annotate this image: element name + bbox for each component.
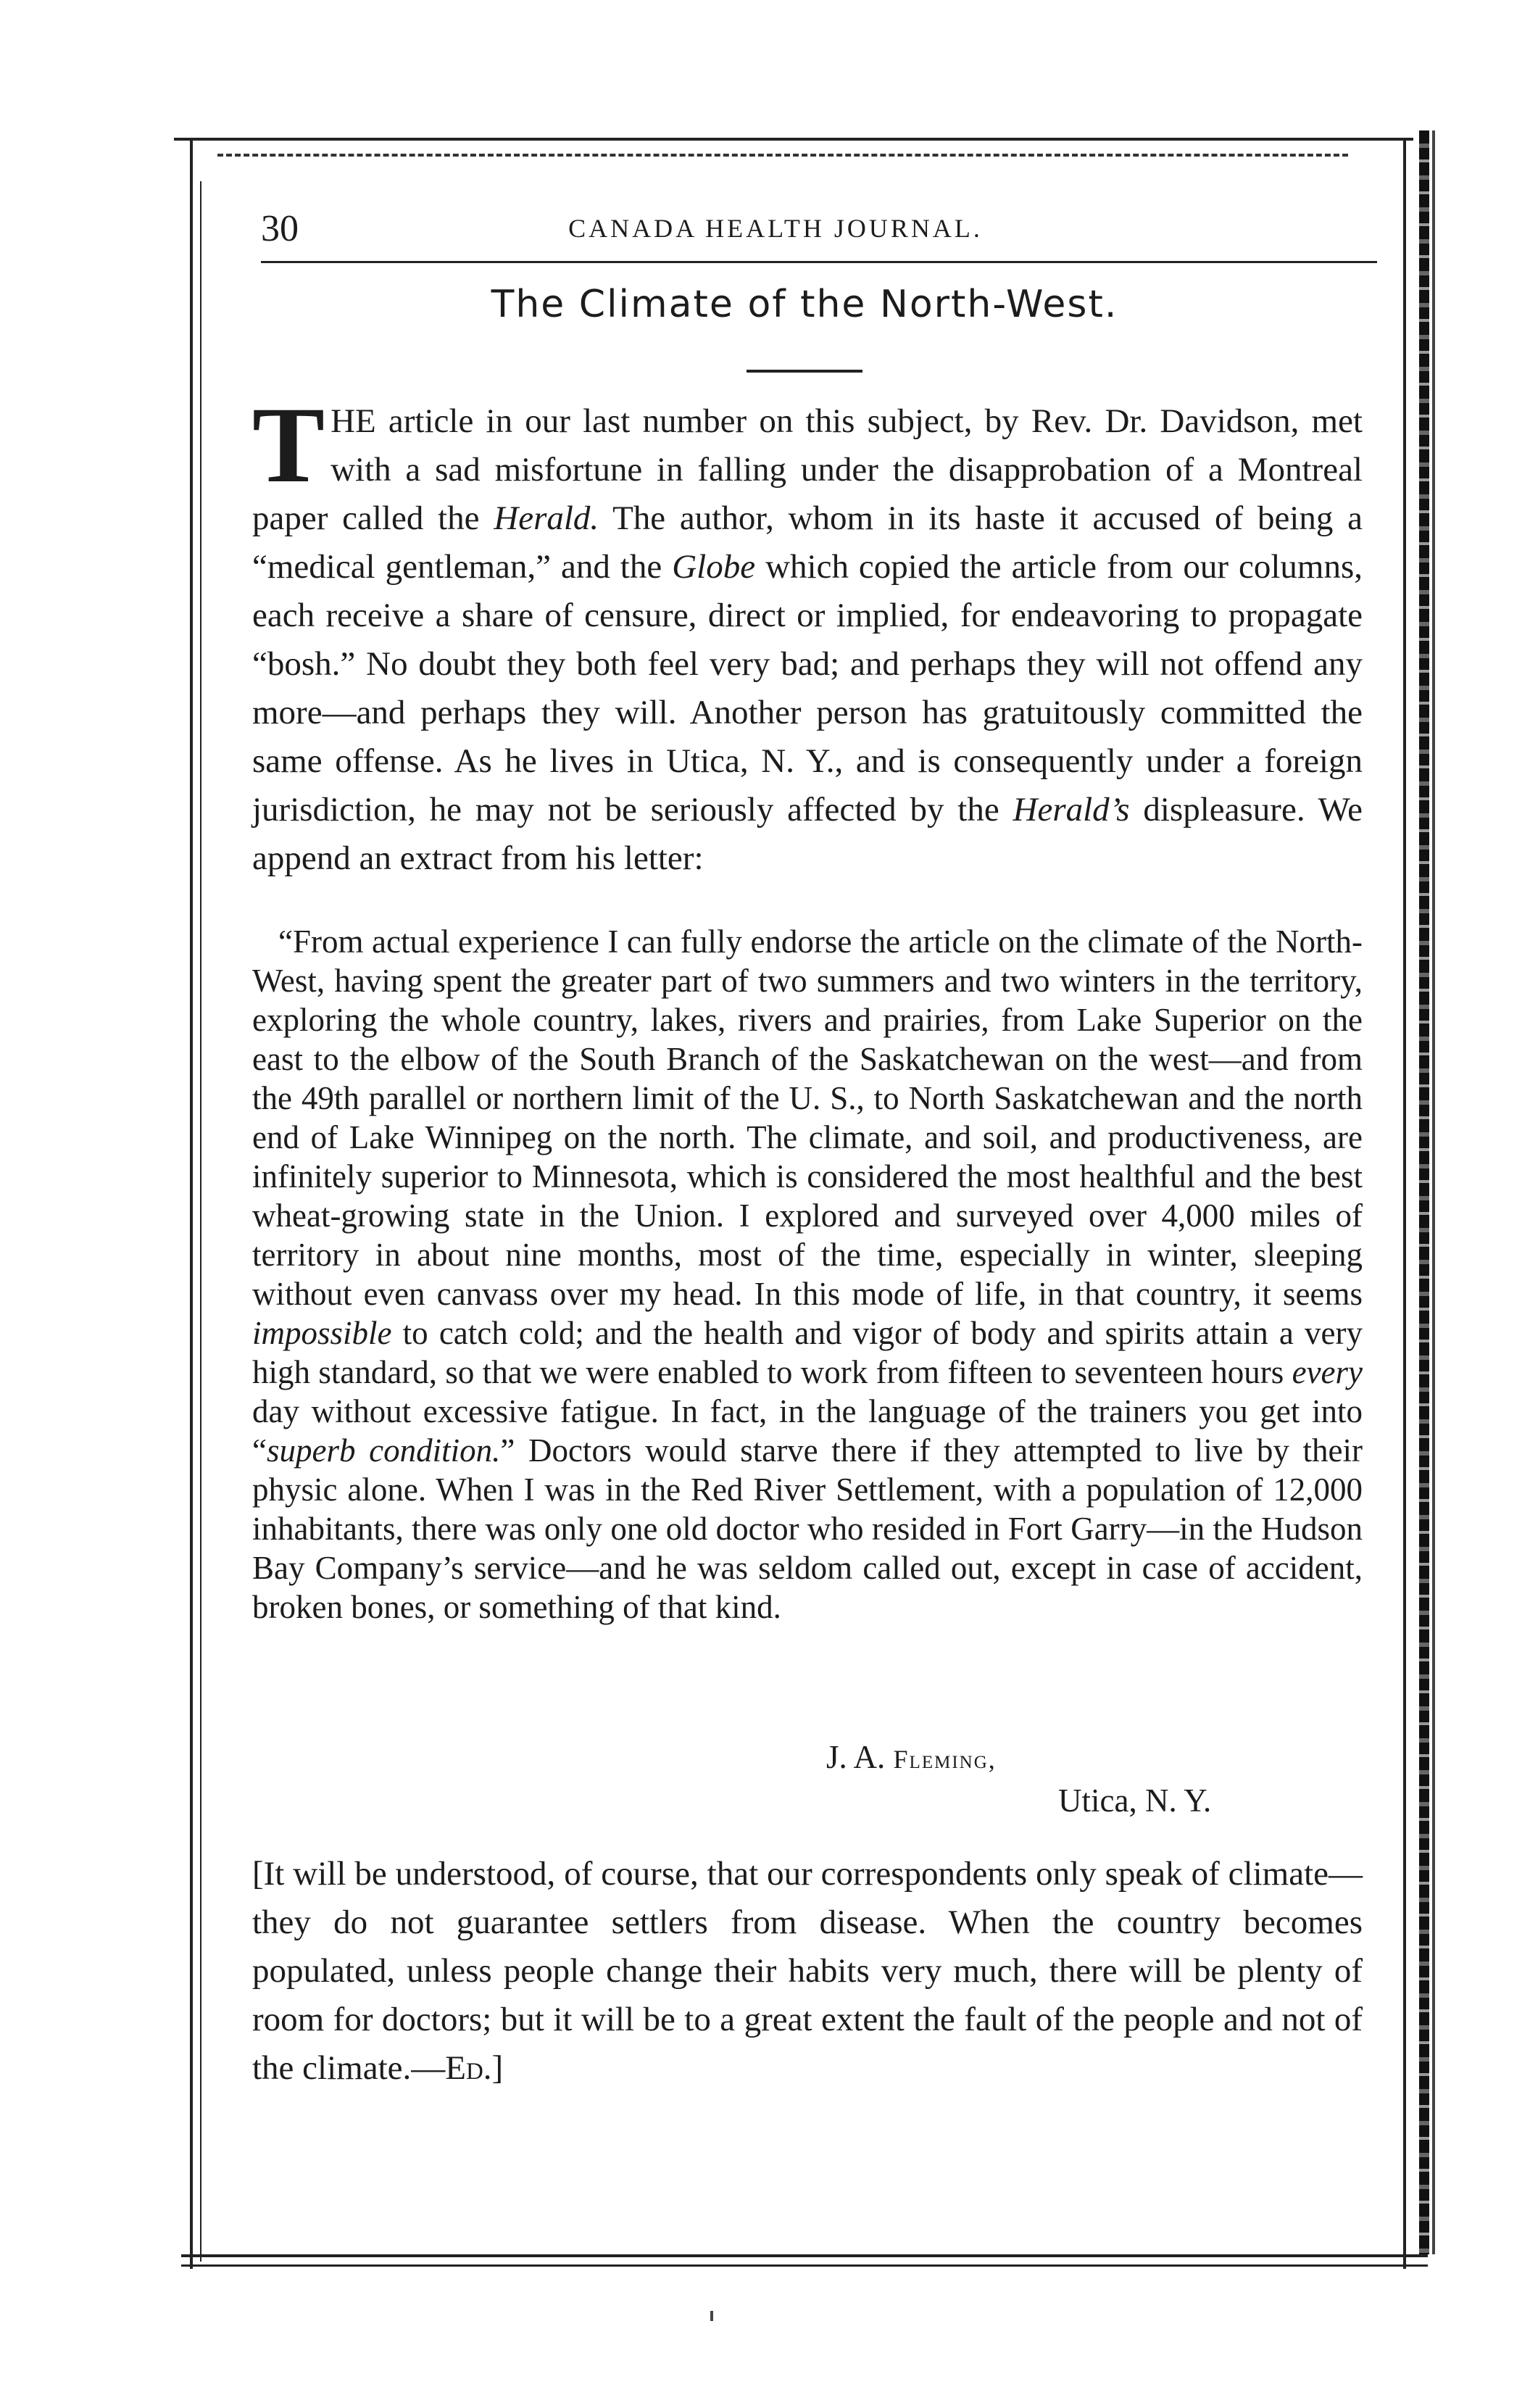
- intro-text-2: The author, whom in its haste it accused of being a “medical gentleman,” and the: [252, 499, 1363, 586]
- frame-bottom-line-2: [181, 2264, 1428, 2267]
- intro-text-4: displeasure. We append an extract from his letter:: [252, 791, 1363, 877]
- signature-initials: J. A.: [826, 1739, 894, 1775]
- quote-text-1: “From actual experience I can fully endorse the article on the climate of the North-West, having spent the greater part of two summers and two winters in the territory, exploring the whole country, lakes, rivers and prairies, from Lake Superior on the east to the elbow of the South Branch of the Saskatchewan on the west—and from the 49th parallel or northern limit of the U. S., to North Saskatchewan and the north end of Lake Winnipeg on the north. The climate, and soil, and productiveness, are infinitely superior to Minnesota, which is considered the most healthful and the best wheat-growing state in the Union. I explored and surveyed over 4,000 miles of territory in about nine months, most of the time, especially in winter, sleeping without even canvass over my head. In this mode of life, in that country, it seems: [252, 923, 1363, 1312]
- binding-edge-line: [1432, 130, 1435, 2254]
- quote-italic-impossible: impossible: [252, 1315, 392, 1351]
- print-mark: [710, 2311, 713, 2321]
- letter-signature: [826, 1738, 997, 1776]
- editor-note-close: ]: [491, 2049, 504, 2087]
- binding-edge: [1419, 130, 1429, 2254]
- quote-text-3: day without excessive fatigue. In fact, in the language of the trainers you get into “: [252, 1393, 1363, 1469]
- frame-left-inner-line: [200, 181, 201, 2262]
- intro-text-1: HE article in our last number on this subject, by Rev. Dr. Davidson, met with a sad misfortune in falling under the disapprobation of a Montreal paper called the: [252, 402, 1363, 537]
- letter-quote: [252, 922, 1363, 1627]
- intro-text-3: which copied the article from our columns, each receive a share of censure, direct or implied, for endeavoring to propagate “bosh.” No doubt they both feel very bad; and perhaps they will not offend any more—and perhaps they will. Another person has gratuitously committed the same offense. As he lives in Utica, N. Y., and is consequently under a foreign jurisdiction, he may not be seriously affected by the: [252, 548, 1363, 829]
- quote-text-4: ” Doctors would starve there if they attempted to live by their physic alone. When I was in the Red River Settlement, with a population of 12,000 inhabitants, there was only one old doctor who resided in Fort Garry—in the Hudson Bay Company’s service—and he was seldom called out, except in case of accident, broken bones, or something of that kind.: [252, 1432, 1363, 1625]
- quote-italic-every: every: [1292, 1354, 1363, 1390]
- article-title: The Climate of the North-West.: [491, 283, 1118, 326]
- frame-right-line: [1403, 138, 1406, 2269]
- drop-cap: T: [252, 385, 325, 505]
- globe-title: Globe: [672, 548, 756, 586]
- frame-top-line: [174, 138, 1413, 141]
- editor-note-text: [It will be understood, of course, that our correspondents only speak of climate—they do not guarantee settlers from disease. When the country becomes populated, unless people change their habits very much, there will be plenty of room for doctors; but it will be to a great extent the fault of the people and not of the climate.—: [252, 1855, 1363, 2087]
- editor-note: [252, 1850, 1363, 2093]
- quote-text-2: to catch cold; and the health and vigor of body and spirits attain a very high standard, so that we were enabled to work from fifteen to seventeen hours: [252, 1315, 1363, 1390]
- heralds-title: Herald’s: [1013, 791, 1130, 829]
- frame-bottom-line: [181, 2254, 1428, 2257]
- frame-top-dashes: [217, 154, 1348, 157]
- intro-paragraph: [252, 385, 1363, 883]
- title-rule: [747, 370, 862, 373]
- quote-italic-superb: superb condition.: [266, 1432, 501, 1469]
- frame-left-line: [190, 138, 193, 2269]
- page-number: 30: [261, 208, 299, 249]
- signature-surname: Fleming,: [893, 1745, 997, 1774]
- editor-initials: Ed.: [445, 2049, 492, 2087]
- herald-title: Herald.: [494, 499, 599, 537]
- header-rule: [261, 261, 1377, 263]
- signature-place: Utica, N. Y.: [1058, 1782, 1212, 1819]
- running-head: CANADA HEALTH JOURNAL.: [568, 214, 983, 243]
